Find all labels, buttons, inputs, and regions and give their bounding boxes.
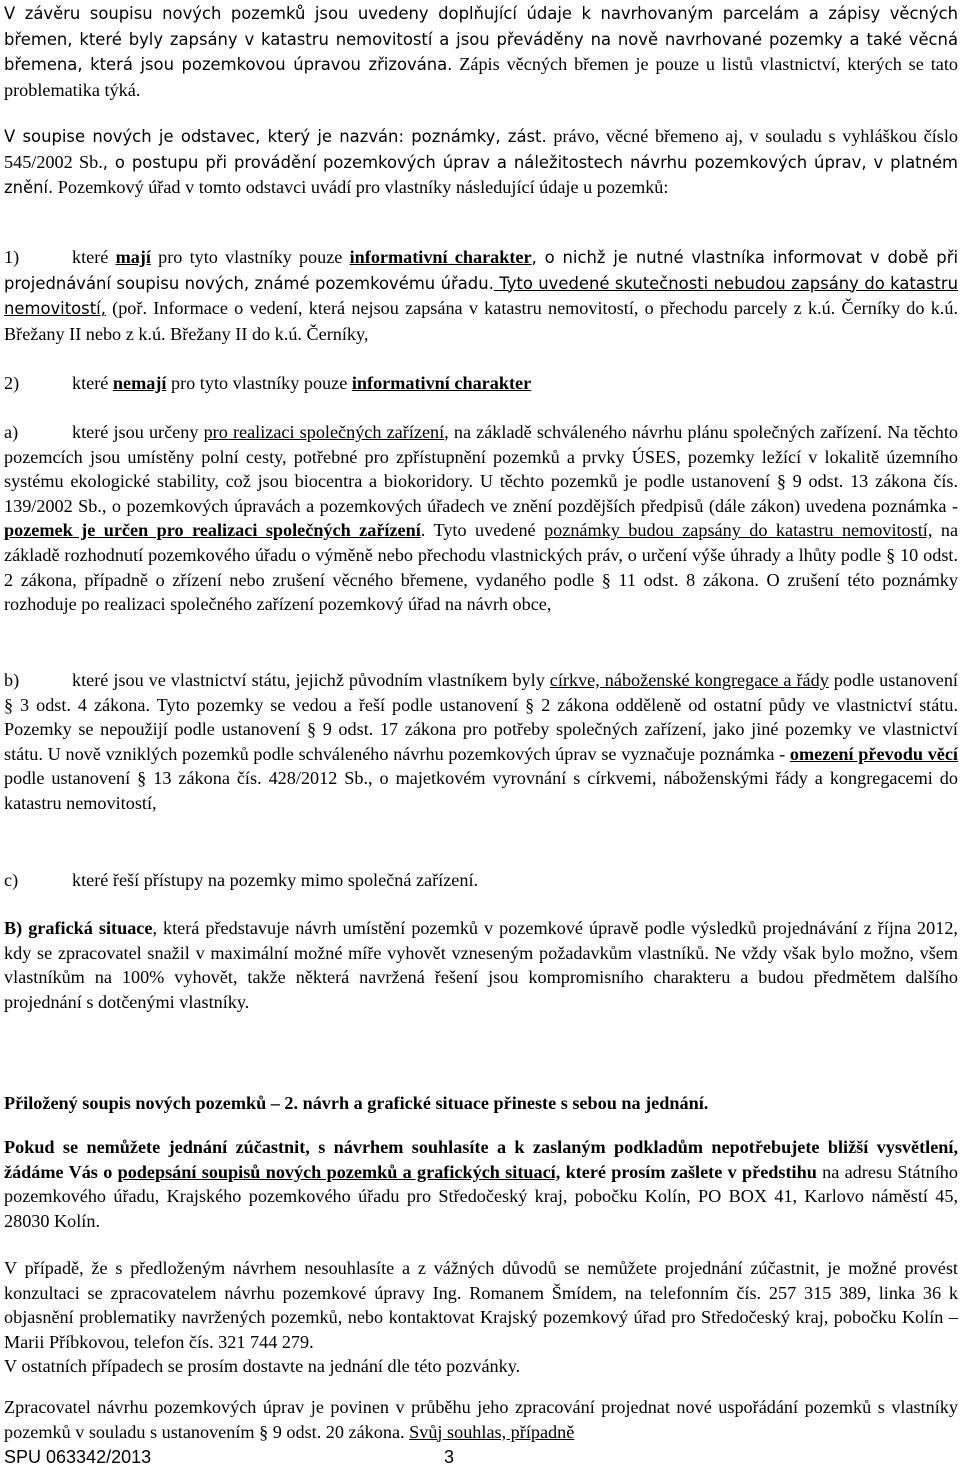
zpracovatel-paragraph: Zpracovatel návrhu pozemkových úprav je povinen v průběhu jeho zpracování projednat nové uspořádání pozemků s vlastníky pozemků v souladu s ustanovením § 9 odst. 20 zákona. Svůj souhlas, případně: [4, 1397, 958, 1442]
section-b-paragraph: B) grafická situace, která představuje návrh umístění pozemků v pozemkové úpravě podle výsledků projednávání z října 2012, kdy se zpracovatel snažil v maximální možné míře vyhovět vzneseným požadavkům vlastníků. Ne vždy však bylo možno, všem vlastníkům na 100% vyhovět, takže některá navržená řešení jsou kompromisního charakteru a budou předmětem dalšího projednání s dotčenými vlastníky.: [4, 918, 958, 1012]
page-number: 3: [444, 1447, 455, 1467]
soupis-paragraph: V soupise nových je odstavec, který je nazván: poznámky, zást. právo, věcné břemeno aj, v souladu s vyhláškou číslo 545/2002 Sb., o postupu při provádění pozemkových úprav a náležitostech návrhu pozemkových úprav, v platném znění. Pozemkový úřad v tomto odstavci uvádí pro vlastníky následující údaje u pozemků:: [4, 126, 958, 198]
document-reference: SPU 063342/2013: [4, 1447, 152, 1467]
item-2: 2) které nemají pro tyto vlastníky pouze informativní charakter: [4, 373, 532, 393]
prilozeny-paragraph: Přiložený soupis nových pozemků – 2. návrh a grafické situace přineste s sebou na jednání.: [4, 1093, 709, 1113]
intro-paragraph: V závěru soupisu nových pozemků jsou uvedeny doplňující údaje k navrhovaným parcelám a zápisy věcných břemen, které byly zapsány v katastru nemovitostí a jsou převáděny na nově navrhované pozemky a také věcná břemena, která jsou pozemkovou úpravou zřizována. Zápis věcných břemen je pouze u listů vlastnictví, kterých se tato problematika týká.: [4, 4, 958, 100]
item-1: 1) které mají pro tyto vlastníky pouze informativní charakter, o nichž je nutné vlastníka informovat v době při projednávání soupisu nových, známé pozemkovému úřadu. Tyto uvedené skutečnosti nebudou zapsány do katastru nemovitostí, (poř. Informace o vedení, která nejsou zapsána v katastru nemovitostí, o přechodu parcely z k.ú. Černíky do k.ú. Břežany II nebo z k.ú. Břežany II do k.ú. Černíky,: [4, 247, 958, 344]
pokud-paragraph: Pokud se nemůžete jednání zúčastnit, s návrhem souhlasíte a k zaslaným podkladům nepotřebujete bližší vysvětlení, žádáme Vás o podepsání soupisů nových pozemků a grafických situací, které prosím zašlete v předstihu na adresu Státního pozemkového úřadu, Krajského pozemkového úřadu pro Středočeský kraj, pobočku Kolín, PO BOX 41, Karlovo náměstí 45, 28030 Kolín.: [4, 1137, 958, 1231]
page-footer: [4, 1445, 455, 1470]
item-a: a) které jsou určeny pro realizaci společných zařízení, na základě schváleného návrhu plánu společných zařízení. Na těchto pozemcích jsou umístěny polní cesty, potřebné pro zpřístupnění pozemků a prvky ÚSES, pozemky ležící v lokalitě územního systému ekologické stability, což jsou biocentra a biokoridory. U těchto pozemků je podle ustanovení § 9 odst. 13 zákona čís. 139/2002 Sb., o pozemkových úpravách a pozemkových úřadech ve znění pozdějších předpisů (dále zákon) uvedena poznámka - pozemek je určen pro realizaci společných zařízení. Tyto uvedené poznámky budou zapsány do katastru nemovitostí, na základě rozhodnutí pozemkového úřadu o výměně nebo přechodu vlastnických práv, o určení výše úhrady a lhůty podle § 10 odst. 2 zákona, případně o zřízení nebo zrušení věcného břemene, vydaného podle § 11 odst. 8 zákona. O zrušení této poznámky rozhoduje po realizaci společného zařízení pozemkový úřad na návrh obce,: [4, 422, 959, 615]
item-c: c) které řeší přístupy na pozemky mimo společná zařízení.: [4, 870, 479, 890]
item-b: b) které jsou ve vlastnictví státu, jejichž původním vlastníkem byly církve, náboženské kongregace a řády podle ustanovení § 3 odst. 4 zákona. Tyto pozemky se vedou a řeší podle ustanovení § 2 zákona odděleně od ostatní půdy ve vlastnictví státu. Pozemky se nepoužijí podle ustanovení § 9 odst. 17 zákona pro potřeby společných zařízení, jako jiné pozemky ve vlastnictví státu. U nově vzniklých pozemků podle schváleného návrhu pozemkových úprav se vyznačuje poznámka - omezení převodu věcí podle ustanovení § 13 zákona čís. 428/2012 Sb., o majetkovém vyrovnání s církvemi, náboženskými řády a kongregacemi do katastru nemovitostí,: [4, 670, 958, 813]
pripad-paragraph: V případě, že s předloženým návrhem nesouhlasíte a z vážných důvodů se nemůžete projednání zúčastnit, je možné provést konzultaci se zpracovatelem návrhu pozemkové úpravy Ing. Romanem Šmídem, na telefonním čís. 257 315 389, linka 36 k objasnění problematiky navržených pozemků, nebo kontaktovat Krajský pozemkový úřad pro Středočeský kraj, pobočku Kolín – Marii Příbkovou, telefon čís. 321 744 279. V ostatních případech se prosím dostavte na jednání dle této pozvánky.: [4, 1258, 958, 1377]
